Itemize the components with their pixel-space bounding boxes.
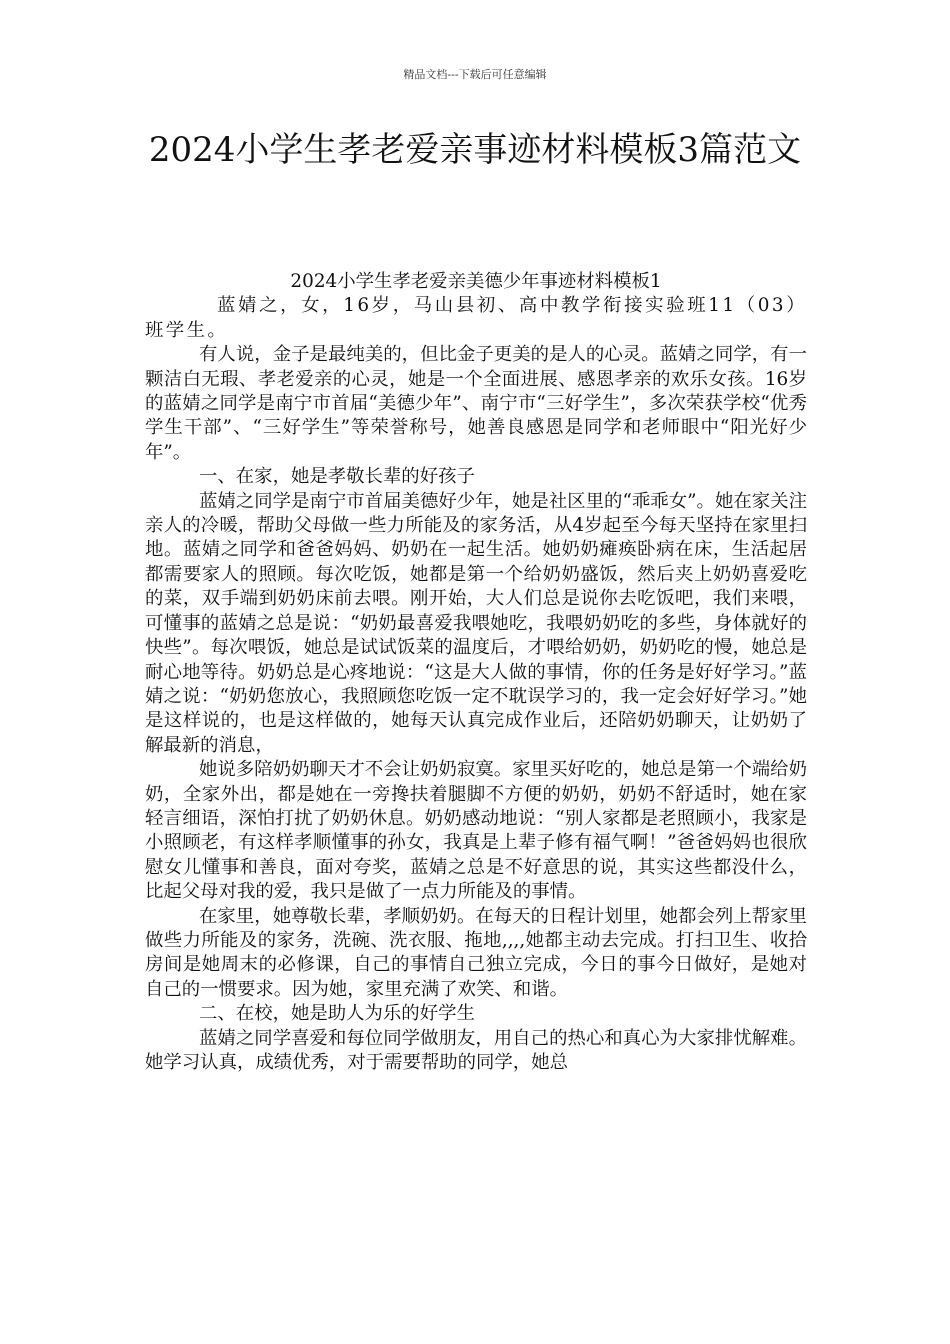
section-heading: 一、在家，她是孝敬长辈的好孩子 <box>199 466 475 488</box>
paragraph: 在家里，她尊敬长辈，孝顺奶奶。在每天的日程计划里，她都会列上帮家里做些力所能及的家务，洗碗、洗衣服、拖地,,,,她都主动去完成。打扫卫生、收拾房间是她周末的必修课，自己的事情自己独立完成，今日的事今日做好，是她对自己的一惯要求。因为她，家里充满了欢笑、和谐。 <box>145 905 807 1000</box>
paragraph: 蓝婧之同学喜爱和每位同学做朋友，用自己的热心和真心为大家排忧解难。她学习认真，成绩优秀，对于需要帮助的同学，她总 <box>145 1027 807 1073</box>
document-body <box>145 270 807 1075</box>
document-title: 2024小学生孝老爱亲事迹材料模板3篇范文 <box>148 130 802 170</box>
section-heading: 二、在校，她是助人为乐的好学生 <box>199 1003 475 1025</box>
section-title: 2024小学生孝老爱亲美德少年事迹材料模板1 <box>290 271 662 292</box>
paragraph: 蓝婧之同学是南宁市首届美德好少年，她是社区里的“乖乖女”。她在家关注亲人的冷暖，帮助父母做一些力所能及的家务活，从4岁起至今每天坚持在家里扫地。蓝婧之同学和爸爸妈妈、奶奶在一起生活。她奶奶瘫痪卧病在床，生活起居都需要家人的照顾。每次吃饭，她都是第一个给奶奶盛饭，然后夹上奶奶喜爱吃的菜，双手端到奶奶床前去喂。刚开始，大人们总是说你去吃饭吧，我们来喂，可懂事的蓝婧之总是说：“奶奶最喜爱我喂她吃，我喂奶奶吃的多些，身体就好的快些”。每次喂饭，她总是试试饭菜的温度后，才喂给奶奶，奶奶吃的慢，她总是耐心地等待。奶奶总是心疼地说：“这是大人做的事情，你的任务是好好学习。”蓝婧之说：“奶奶您放心，我照顾您吃饭一定不耽误学习的，我一定会好好学习。”她是这样说的，也是这样做的，她每天认真完成作业后，还陪奶奶聊天，让奶奶了解最新的消息， <box>145 490 807 756</box>
paragraph: 有人说，金子是最纯美的，但比金子更美的是人的心灵。蓝婧之同学，有一颗洁白无瑕、孝老爱亲的心灵，她是一个全面进展、感恩孝亲的欢乐女孩。16岁的蓝婧之同学是南宁市首届“美德少年”、南宁市“三好学生”，多次荣获学校“优秀学生干部”、“三好学生”等荣誉称号，她善良感恩是同学和老师眼中“阳光好少年”。 <box>145 344 807 463</box>
intro-paragraph: 蓝婧之，女，16岁，马山县初、高中教学衔接实验班11（03）班学生。 <box>145 295 807 341</box>
paragraph: 她说多陪奶奶聊天才不会让奶奶寂寞。家里买好吃的，她总是第一个端给奶奶，全家外出，都是她在一旁搀扶着腿脚不方便的奶奶，奶奶不舒适时，她在家轻言细语，深怕打扰了奶奶休息。奶奶感动地说：“别人家都是老照顾小，我家是小照顾老，有这样孝顺懂事的孙女，我真是上辈子修有福气啊！”爸爸妈妈也很欣慰女儿懂事和善良，面对夸奖，蓝婧之总是不好意思的说，其实这些都没什么，比起父母对我的爱，我只是做了一点力所能及的事情。 <box>145 759 807 903</box>
header-note: 精品文档---下载后可任意编辑 <box>403 68 547 81</box>
